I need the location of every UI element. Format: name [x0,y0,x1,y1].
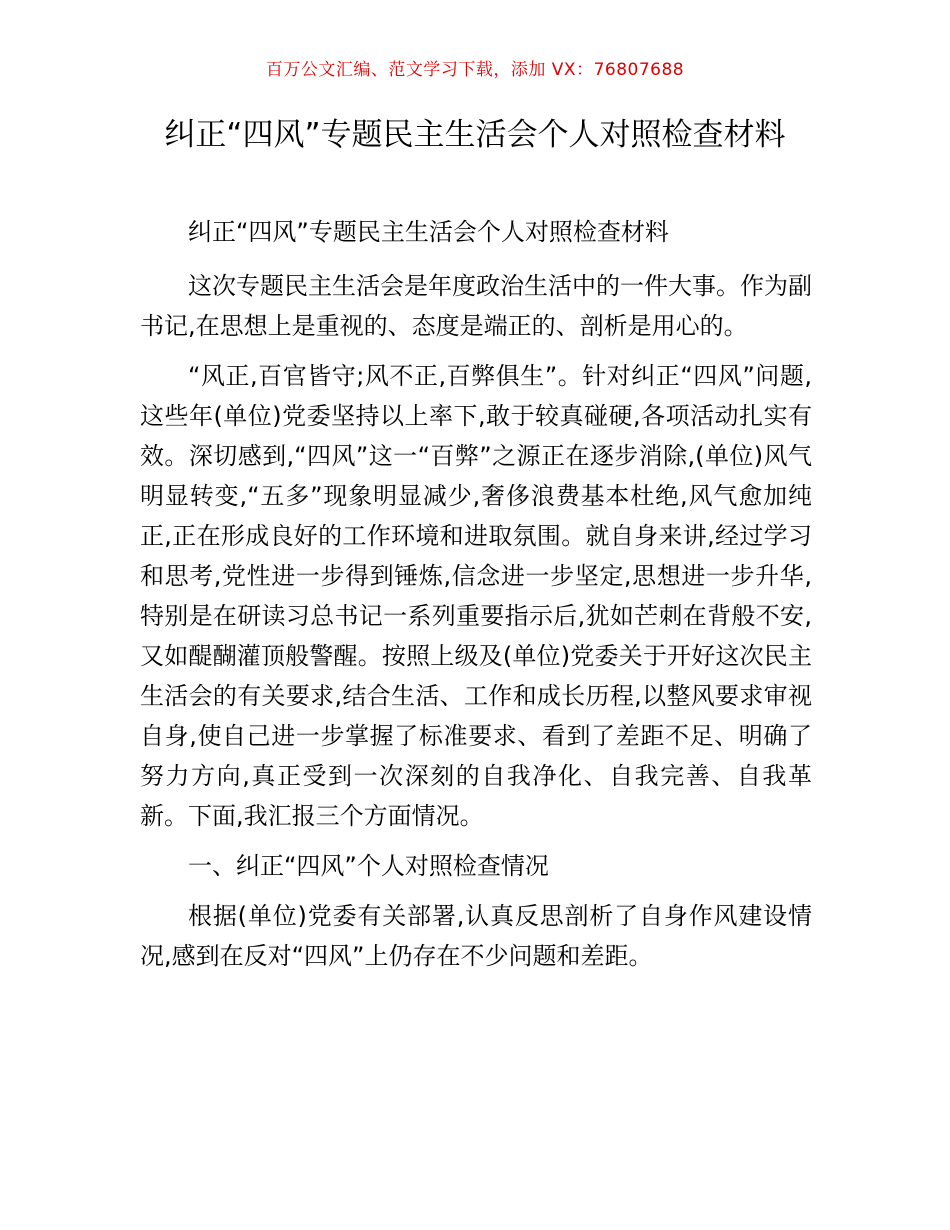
section-paragraph: 根据(单位)党委有关部署,认真反思剖析了自身作风建设情况,感到在反对“四风”上仍存在不少问题和差距。 [140,902,812,970]
watermark-banner: 百万公文汇编、范文学习下载，添加 VX：76807688 [265,60,685,80]
body-paragraph: “风正,百官皆守;风不正,百弊俱生”。针对纠正“四风”问题,这些年(单位)党委坚持以上率下,敢于较真碰硬,各项活动扎实有效。深切感到,“四风”这一“百弊”之源正在逐步消除,(单位)风气明显转变,“五多”现象明显减少,奢侈浪费基本杜绝,风气愈加纯正,正在形成良好的工作环境和进取氛围。就自身来讲,经过学习和思考,党性进一步得到锤炼,信念进一步坚定,思想进一步升华,特别是在研读习总书记一系列重要指示后,犹如芒刺在背般不安,又如醍醐灌顶般警醒。按照上级及(单位)党委关于开好这次民主生活会的有关要求,结合生活、工作和成长历程,以整风要求审视自身,使自己进一步掌握了标准要求、看到了差距不足、明确了努力方向,真正受到一次深刻的自我净化、自我完善、自我革新。下面,我汇报三个方面情况。 [140,362,812,830]
document-body [140,212,812,986]
section-heading: 一、纠正“四风”个人对照检查情况 [188,852,549,880]
document-subtitle: 纠正“四风”专题民主生活会个人对照检查材料 [188,218,669,246]
body-paragraph: 这次专题民主生活会是年度政治生活中的一件大事。作为副书记,在思想上是重视的、态度是端正的、剖析是用心的。 [140,272,812,340]
document-title: 纠正“四风”专题民主生活会个人对照检查材料 [164,117,786,153]
